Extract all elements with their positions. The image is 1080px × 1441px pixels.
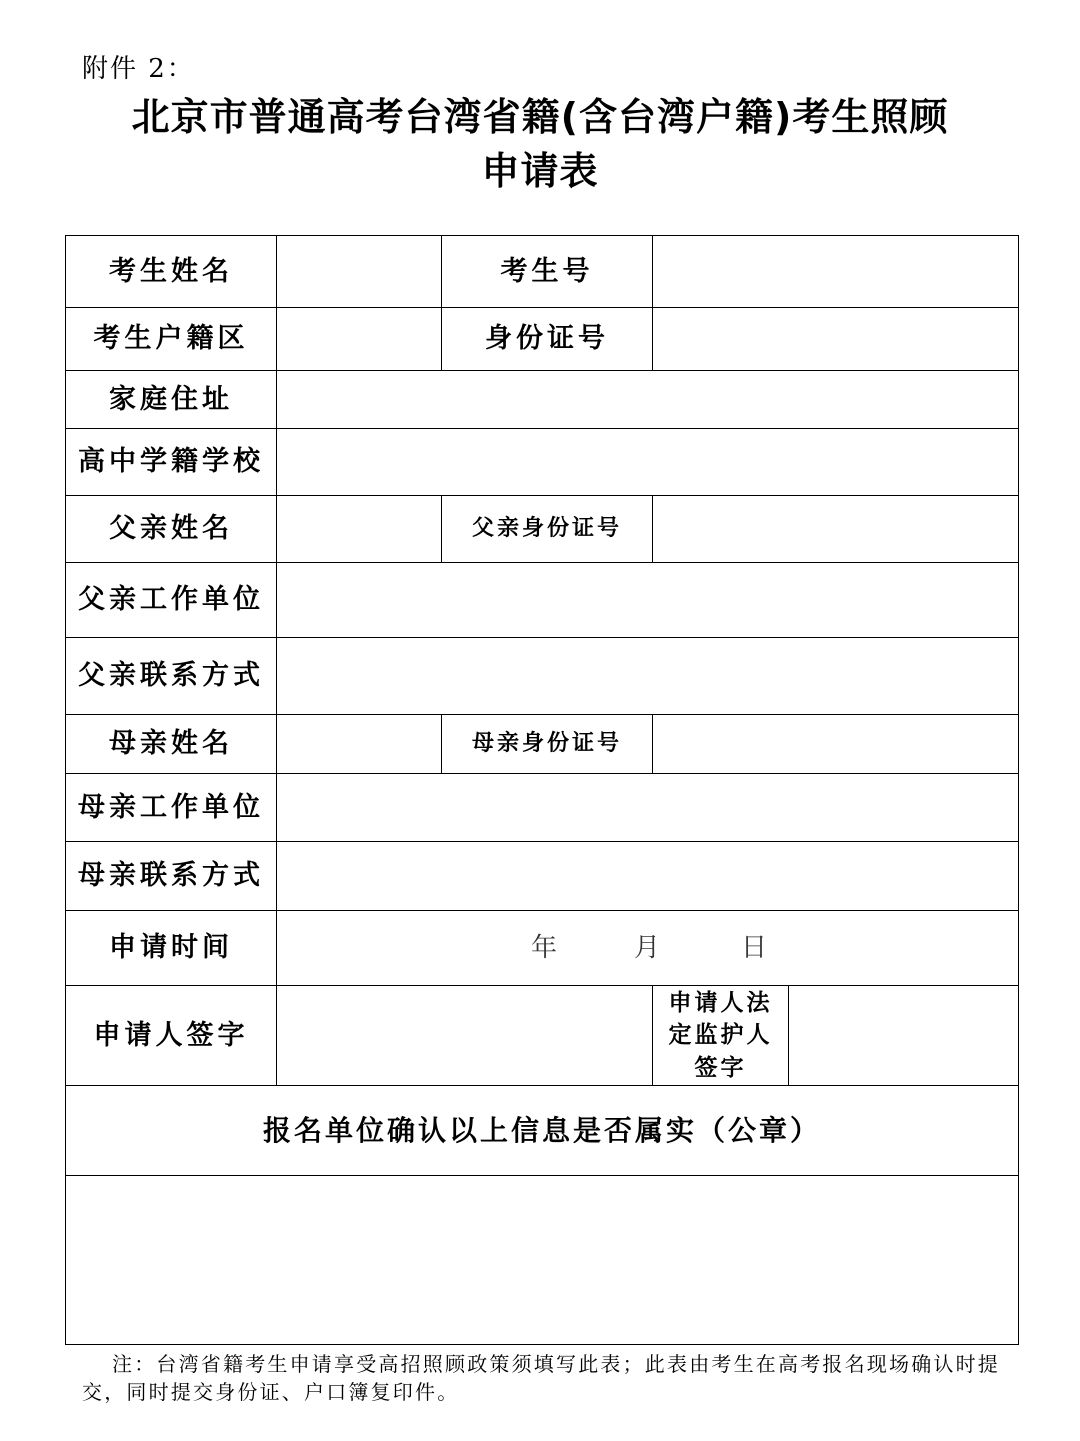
input-applicant-signature[interactable] [276,985,653,1086]
input-mother-id[interactable] [652,714,1019,774]
input-household-district[interactable] [276,307,442,371]
input-father-name[interactable] [276,495,442,563]
input-mother-contact[interactable] [276,841,1019,911]
guardian-label-line2: 定监护人 [668,1022,773,1049]
label-father-name: 父亲姓名 [65,495,277,563]
form-subtitle: 申请表 [481,149,599,193]
label-mother-contact: 母亲联系方式 [65,841,277,911]
guardian-label-line3: 签字 [694,1054,747,1081]
label-applicant-signature: 申请人签字 [65,985,277,1086]
label-home-address: 家庭住址 [65,370,277,429]
label-mother-id: 母亲身份证号 [441,714,653,774]
input-home-address[interactable] [276,370,1019,429]
label-household-district: 考生户籍区 [65,307,277,371]
date-day-label: 日 [741,932,772,963]
footnote: 注：台湾省籍考生申请享受高招照顾政策须填写此表；此表由考生在高考报名现场确认时提交，同时提交身份证、户口簿复印件。 [82,1352,1000,1404]
input-id-number[interactable] [652,307,1019,371]
input-student-name[interactable] [276,235,442,308]
label-confirmation: 报名单位确认以上信息是否属实（公章） [65,1085,1019,1176]
date-year-label: 年 [531,932,562,963]
application-form-table [65,235,1019,1345]
input-father-employer[interactable] [276,562,1019,638]
input-student-number[interactable] [652,235,1019,308]
label-father-contact: 父亲联系方式 [65,637,277,715]
input-apply-date[interactable] [276,910,1019,986]
guardian-label-line1: 申请人法 [668,990,773,1017]
label-mother-name: 母亲姓名 [65,714,277,774]
label-student-name: 考生姓名 [65,235,277,308]
label-guardian-signature [652,985,789,1086]
input-father-id[interactable] [652,495,1019,563]
form-title: 北京市普通高考台湾省籍(含台湾户籍)考生照顾 [131,95,949,139]
input-high-school[interactable] [276,428,1019,496]
label-apply-time: 申请时间 [65,910,277,986]
label-father-id: 父亲身份证号 [441,495,653,563]
input-mother-name[interactable] [276,714,442,774]
label-father-employer: 父亲工作单位 [65,562,277,638]
input-guardian-signature[interactable] [788,985,1019,1086]
input-father-contact[interactable] [276,637,1019,715]
date-month-label: 月 [634,932,665,963]
label-student-number: 考生号 [441,235,653,308]
attachment-label: 附件 2： [82,54,195,84]
input-mother-employer[interactable] [276,773,1019,842]
label-id-number: 身份证号 [441,307,653,371]
label-mother-employer: 母亲工作单位 [65,773,277,842]
label-high-school: 高中学籍学校 [65,428,277,496]
input-official-seal-area[interactable] [65,1175,1019,1345]
